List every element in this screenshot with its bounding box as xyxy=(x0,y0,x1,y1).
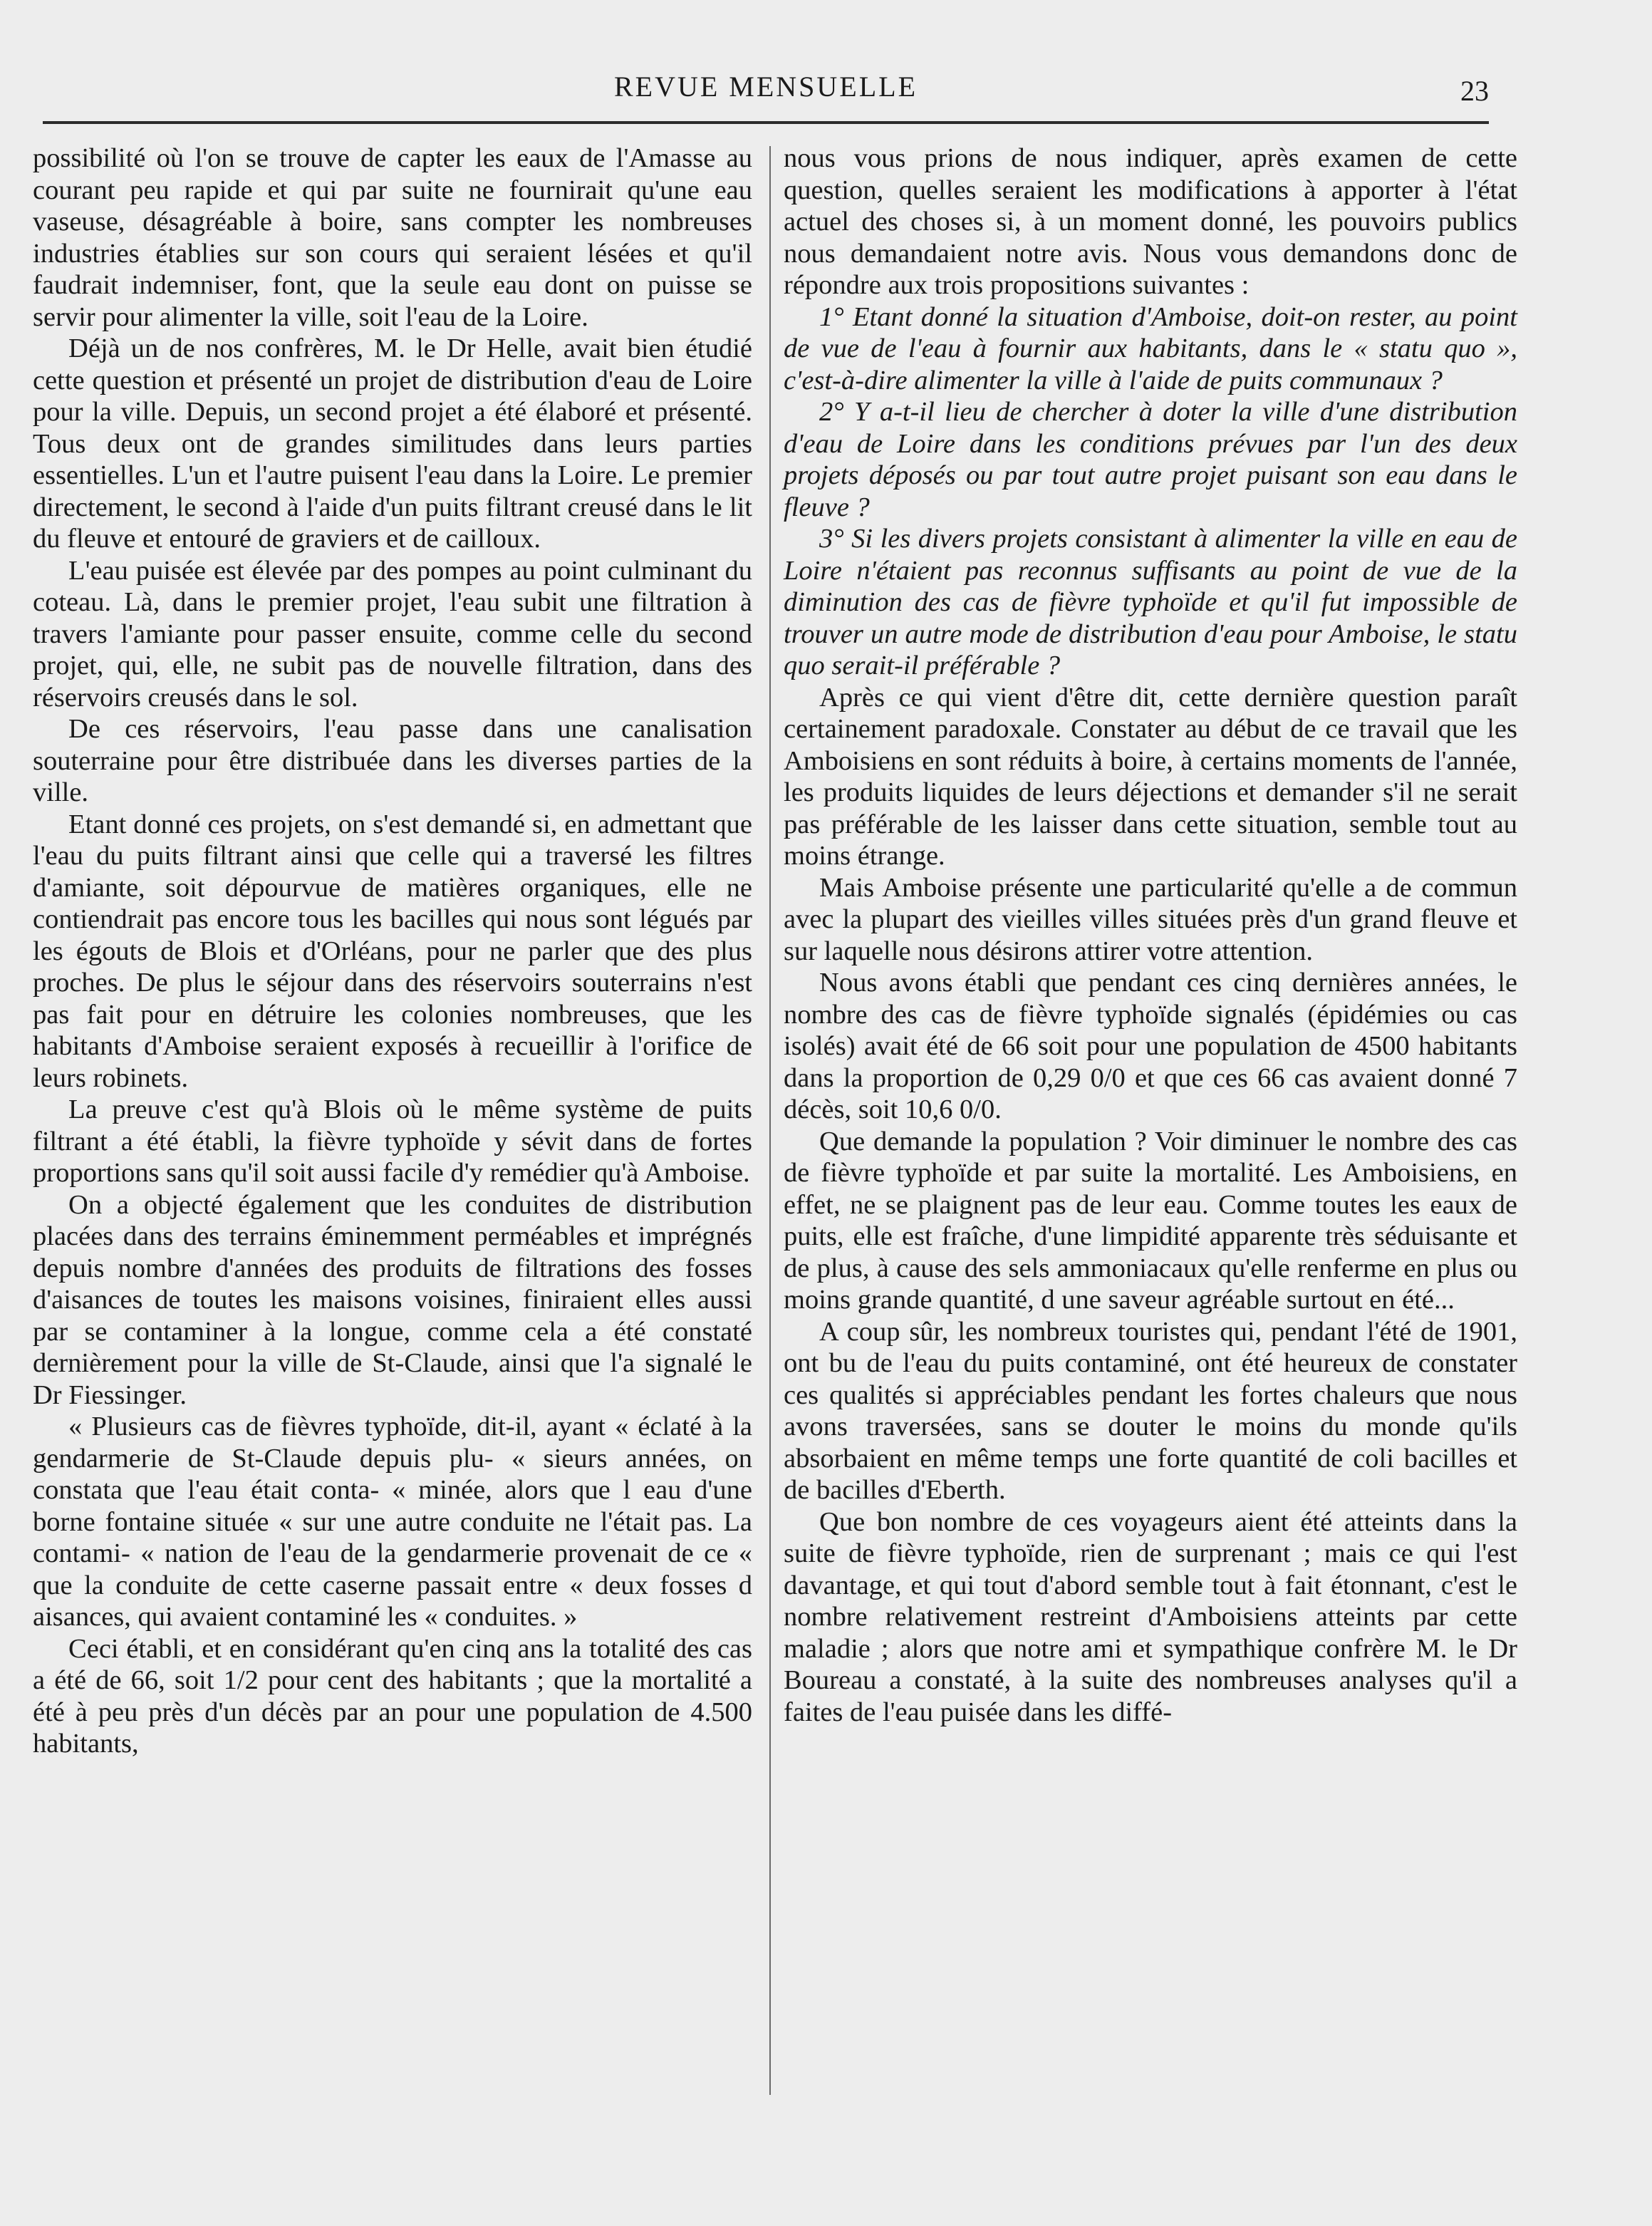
paragraph: Que bon nombre de ces voyageurs aient été atteints dans la suite de fièvre typhoïde, rien de surprenant ; mais ce qui l'est davantage, et qui tout d'abord semble tout à fait étonnant, c'est le nombre relativement restreint d'Amboisiens atteints par cette maladie ; alors que notre ami et sympathique confrère M. le Dr Boureau a constaté, à la suite des nombreuses analyses qu'il a faites de l'eau puisée dans les diffé- xyxy=(784,1506,1517,1727)
paragraph: Après ce qui vient d'être dit, cette dernière question paraît certainement paradoxale. Constater au début de ce travail que les Amboisiens en sont réduits à boire, à certains moments de l'année, les produits liquides de leurs déjections et demander s'il ne serait pas préférable de les laisser dans cette situation, semble tout au moins étrange. xyxy=(784,682,1517,871)
proposition-1: 1° Etant donné la situation d'Amboise, doit-on rester, au point de vue de l'eau à fournir aux habitants, dans le « statu quo », c'est-à-dire alimenter la ville à l'aide de puits communaux ? xyxy=(784,301,1517,395)
paragraph: De ces réservoirs, l'eau passe dans une canalisation souterraine pour être distribuée dans les diverses parties de la ville. xyxy=(33,714,752,807)
right-column xyxy=(784,143,1517,1728)
left-column xyxy=(33,143,752,1760)
paragraph: Nous avons établi que pendant ces cinq dernières années, le nombre des cas de fièvre typhoïde signalés (épidémies ou cas isolés) avait été de 66 soit pour une population de 4500 habitants dans la proportion de 0,29 0/0 et que ces 66 cas avaient donné 7 décès, soit 10,6 0/0. xyxy=(784,968,1517,1124)
running-title: REVUE MENSUELLE xyxy=(613,71,918,103)
page-header xyxy=(43,70,1489,113)
paragraph: La preuve c'est qu'à Blois où le même système de puits filtrant a été établi, la fièvre typhoïde y sévit dans de fortes proportions sans qu'il soit aussi facile d'y remédier qu'à Amboise. xyxy=(33,1094,752,1188)
page-number: 23 xyxy=(1460,75,1489,107)
paragraph: Que demande la population ? Voir diminuer le nombre des cas de fièvre typhoïde et par suite la mortalité. Les Amboisiens, en effet, ne se plaignent pas de leur eau. Comme toutes les eaux de puits, elle est fraîche, d'une limpidité apparente très séduisante et de plus, à cause des sels ammoniacaux qu'elle renferme en plus ou moins grande quantité, d une saveur agréable surtout en été... xyxy=(784,1126,1517,1315)
paragraph: nous vous prions de nous indiquer, après examen de cette question, quelles seraient les modifications à apporter à l'état actuel des choses si, à un moment donné, les pouvoirs publics nous demandaient notre avis. Nous vous demandons donc de répondre aux trois propositions suivantes : xyxy=(784,143,1517,300)
paragraph: Ceci établi, et en considérant qu'en cinq ans la totalité des cas a été de 66, soit 1/2 pour cent des habitants ; que la mortalité a été à peu près d'un décès par an pour une population de 4.500 habitants, xyxy=(33,1633,752,1759)
paragraph: possibilité où l'on se trouve de capter les eaux de l'Amasse au courant peu rapide et qui par suite ne fournirait qu'une eau vaseuse, désagréable à boire, sans compter les nombreuses industries établies sur son cours qui seraient lésées et qu'il faudrait indemniser, font, que la seule eau dont on puisse se servir pour alimenter la ville, soit l'eau de la Loire. xyxy=(33,143,752,332)
column-divider xyxy=(769,146,771,2095)
proposition-3: 3° Si les divers projets consistant à alimenter la ville en eau de Loire n'étaient pas reconnus suffisants au point de vue de la diminution des cas de fièvre typhoïde et qu'il fut impossible de trouver un autre mode de distribution d'eau pour Amboise, le statu quo serait-il préférable ? xyxy=(784,524,1517,680)
quotation: « Plusieurs cas de fièvres typhoïde, dit-il, ayant « éclaté à la gendarmerie de St-Claude depuis plu- « sieurs années, on constata que l'eau était conta- « minée, alors que l eau d'une borne fontaine située « sur une autre conduite ne l'était pas. La contami- « nation de l'eau de la gendarmerie provenait de ce « que la conduite de cette caserne passait entre « deux fosses d aisances, qui avaient contaminé les « conduites. » xyxy=(33,1412,752,1632)
paragraph: Déjà un de nos confrères, M. le Dr Helle, avait bien étudié cette question et présenté un projet de distribution d'eau de Loire pour la ville. Depuis, un second projet a été élaboré et présenté. Tous deux ont de grandes similitudes dans leurs parties essentielles. L'un et l'autre puisent l'eau dans la Loire. Le premier directement, le second à l'aide d'un puits filtrant creusé dans le lit du fleuve et entouré de graviers et de cailloux. xyxy=(33,333,752,554)
paragraph: Etant donné ces projets, on s'est demandé si, en admettant que l'eau du puits filtrant ainsi que celle qui a traversé les filtres d'amiante, soit dépourvue de matières organiques, elle ne contiendrait pas encore tous les bacilles qui nous sont légués par les égouts de Blois et d'Orléans, pour ne parler que des plus proches. De plus le séjour dans des réservoirs souterrains n'est pas fait pour en détruire les colonies nombreuses, que les habitants d'Amboise seraient exposés à recueillir à l'orifice de leurs robinets. xyxy=(33,809,752,1093)
proposition-2: 2° Y a-t-il lieu de chercher à doter la ville d'une distribution d'eau de Loire dans les conditions prévues par l'un des deux projets déposés ou par tout autre projet puisant son eau dans le fleuve ? xyxy=(784,397,1517,522)
paragraph: A coup sûr, les nombreux touristes qui, pendant l'été de 1901, ont bu de l'eau du puits contaminé, ont été heureux de constater ces qualités si appréciables pendant les fortes chaleurs que nous avons traversées, sans se douter le moins du monde qu'ils absorbaient en même temps une forte quantité de coli bacilles et de bacilles d'Eberth. xyxy=(784,1316,1517,1505)
header-rule xyxy=(43,121,1489,124)
paragraph: L'eau puisée est élevée par des pompes au point culminant du coteau. Là, dans le premier projet, l'eau subit une filtration à travers l'amiante pour passer ensuite, comme celle du second projet, qui, elle, ne subit pas de nouvelle filtration, dans des réservoirs creusés dans le sol. xyxy=(33,555,752,713)
paragraph: Mais Amboise présente une particularité qu'elle a de commun avec la plupart des vieilles villes situées près d'un grand fleuve et sur laquelle nous désirons attirer votre attention. xyxy=(784,872,1517,966)
paragraph: On a objecté également que les conduites de distribution placées dans des terrains éminemment perméables et imprégnés depuis nombre d'années des produits de filtrations des fosses d'aisances de toutes les maisons voisines, finiraient elles aussi par se contaminer à la longue, comme cela a été constaté dernièrement pour la ville de St-Claude, ainsi que l'a signalé le Dr Fiessinger. xyxy=(33,1189,752,1410)
